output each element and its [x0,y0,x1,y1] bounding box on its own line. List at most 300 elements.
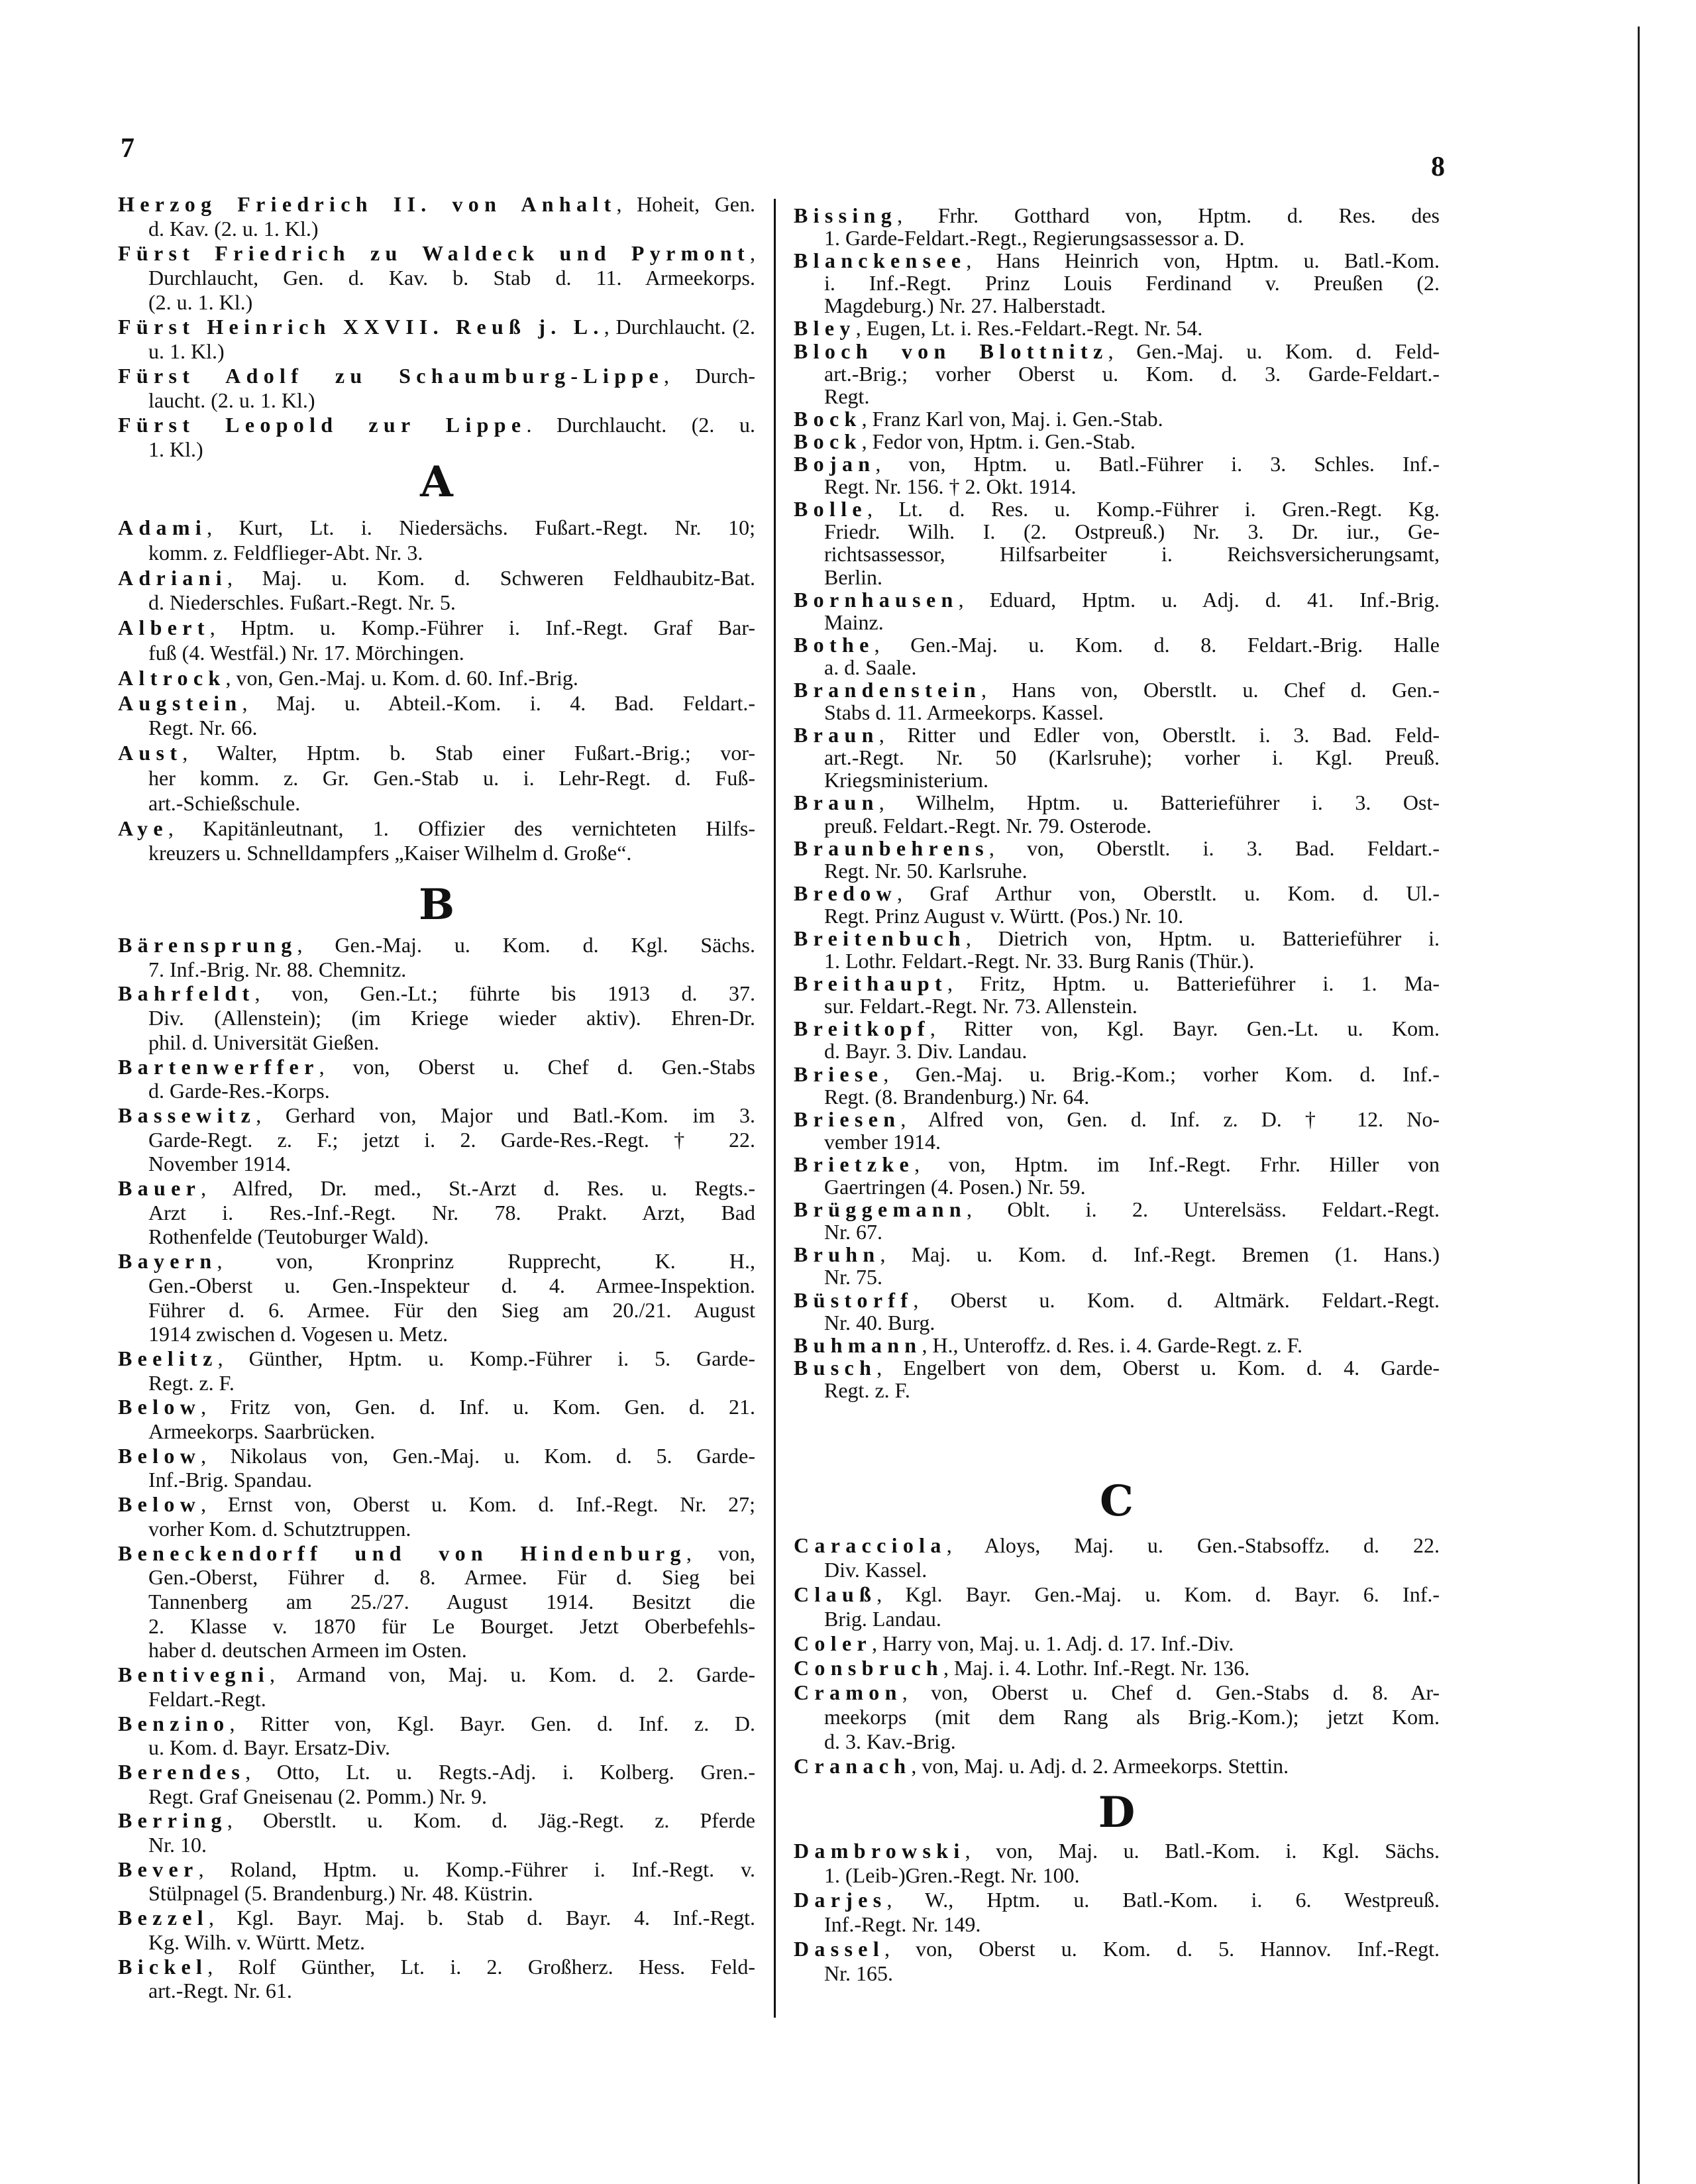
entry-name: Busch [794,1355,877,1380]
entry-line [118,1565,755,1590]
entry-line [118,1103,755,1128]
entry-name: Bojan [794,452,876,476]
entry-text: u. 1. Kl.) [148,339,225,363]
entry-text: i. Inf.-Regt. Prinz Louis Ferdinand v. Preußen (2. [824,271,1440,296]
entry-line [118,566,755,591]
entry-text: , Kgl. Bayr. Maj. b. Stab d. Bayr. 4. Inf.-Regt. [208,1906,755,1930]
entry-text: , von, Gen.-Maj. u. Kom. d. 60. Inf.-Brig. [225,665,578,690]
entry-name: Breitkopf [794,1016,930,1041]
entry-text: , Günther, Hptm. u. Komp.-Führer i. 5. Garde- [217,1346,755,1370]
entry-name: Bruhn [794,1242,880,1267]
entry-name: Briese [794,1062,884,1086]
list-item [118,516,755,566]
entry-name: Brietzke [794,1152,915,1176]
list-item [118,741,755,816]
entry-line [118,1371,755,1395]
page-edge-line [1638,27,1640,2184]
list-item [794,1888,1440,1937]
list-item [118,1712,755,1760]
entry-line [794,588,1440,611]
entry-line [118,1687,755,1712]
entry-line [118,1492,755,1517]
entry-text: d. Bayr. 3. Div. Landau. [824,1039,1028,1064]
entry-line [118,413,755,437]
entry-line [118,1735,755,1760]
list-item [794,1937,1440,1986]
entry-line [118,266,755,290]
entry-text: sur. Feldart.-Regt. Nr. 73. Allenstein. [824,994,1138,1018]
list-item [794,1198,1440,1243]
entry-line [118,1930,755,1955]
entry-line [794,1334,1440,1356]
entry-line [794,1705,1440,1729]
list-item [794,972,1440,1017]
entry-line [118,1419,755,1444]
entry-line [118,1614,755,1639]
entry-line [794,1063,1440,1085]
entry-text: , Durch- [664,364,755,388]
entry-line [118,666,755,691]
entry-name: Breitenbuch [794,926,966,950]
entry-name: Cranach [794,1754,912,1778]
entry-line [118,1638,755,1663]
entry-name: Braun [794,723,879,747]
entry-line [794,1085,1440,1108]
entry-text: , Ritter von, Kgl. Bayr. Gen.-Lt. u. Kom. [929,1016,1440,1041]
entry-line [118,1346,755,1371]
entry-line [118,616,755,641]
entry-text: Feldart.-Regt. [148,1686,266,1711]
entry-name: Altrock [118,665,226,690]
entry-line [794,724,1440,746]
entry-line [118,1128,755,1152]
entry-text: d. Niederschles. Fußart.-Regt. Nr. 5. [148,590,456,615]
entry-name: Bauer [118,1176,201,1201]
entry-line [118,1249,755,1274]
list-item [794,408,1440,430]
entry-name: Below [118,1443,201,1468]
entry-text: Regt. [824,384,870,408]
entry-name: Fürst Leopold zur Lippe [118,413,527,437]
entry-line [794,1558,1440,1582]
entry-text: , Armand von, Maj. u. Kom. d. 2. Garde- [269,1663,755,1687]
entry-text: , Franz Karl von, Maj. i. Gen.-Stab. [861,406,1163,431]
entry-line [118,1663,755,1687]
entry-text: , Kapitänleutnant, 1. Offizier des vernichteten Hilfs- [168,816,755,840]
entry-name: Dassel [794,1937,885,1961]
entry-line [794,1130,1440,1153]
entry-line [118,1225,755,1249]
entry-line [794,430,1440,453]
entry-line [794,249,1440,272]
entry-name: Blanckensee [794,248,967,273]
entry-name: Brandenstein [794,677,981,702]
entry-line [118,841,755,866]
entry-name: Adriani [118,565,227,590]
entry-line [794,294,1440,317]
entry-line [794,1888,1440,1912]
entry-line [794,498,1440,520]
entry-line [794,950,1440,972]
entry-text: Nr. 75. [824,1265,882,1289]
entry-text: richtsassessor, Hilfsarbeiter i. Reichsversicherungsamt, [824,542,1440,567]
entry-line [794,408,1440,430]
list-item [794,430,1440,453]
entry-text: Magdeburg.) Nr. 27. Halberstadt. [824,294,1106,318]
list-item [794,498,1440,588]
entry-line [118,1517,755,1541]
entry-text: Friedr. Wilh. I. (2. Ostpreuß.) Nr. 3. Dr. iur., Ge- [824,519,1440,544]
entry-name: Bezzel [118,1906,209,1930]
list-item [794,1533,1440,1582]
entry-line [794,1017,1440,1040]
section-c [794,1533,1440,1778]
entry-text: , Fedor von, Hptm. i. Gen.-Stab. [861,429,1136,453]
entry-line [794,611,1440,633]
entry-text: , Walter, Hptm. b. Stab einer Fußart.-Brig.; vor- [182,741,755,765]
list-item [118,241,755,315]
entry-line [794,1356,1440,1379]
entry-text: , W., Hptm. u. Batl.-Kom. i. 6. Westpreuß. [886,1888,1440,1912]
entry-line [118,1906,755,1930]
entry-name: Fürst Friedrich zu Waldeck und Pyrmont [118,241,750,265]
entry-line [794,1153,1440,1175]
entry-line [794,995,1440,1017]
entry-text: Regt. z. F. [148,1370,235,1395]
entry-line [794,1311,1440,1334]
entry-text: November 1914. [148,1152,292,1176]
entry-text: , Durchlaucht. (2. [604,315,756,339]
entry-line [118,590,755,616]
entry-name: Breithaupt [794,971,947,996]
entry-text: , Fritz von, Gen. d. Inf. u. Kom. Gen. d. 21. [201,1395,755,1419]
entry-line [794,227,1440,249]
section-b-continued [794,204,1440,1401]
entry-text: , Dietrich von, Hptm. u. Batterieführer i. [965,926,1440,950]
entry-line [118,541,755,566]
entry-name: Büstorff [794,1287,914,1312]
entry-text: , von, Gen.-Lt.; führte bis 1913 d. 37. [254,981,755,1006]
entry-line [794,1729,1440,1754]
entry-line [794,272,1440,294]
entry-text: Div. Kassel. [824,1558,928,1582]
list-item [794,837,1440,882]
list-item [794,1631,1440,1656]
entry-text: Kg. Wilh. v. Württ. Metz. [148,1930,365,1954]
entry-name: Bassewitz [118,1103,256,1127]
entry-name: Bartenwerffer [118,1054,319,1079]
entry-text: , Kurt, Lt. i. Niedersächs. Fußart.-Regt. Nr. 10; [207,516,755,539]
list-item [118,616,755,666]
entry-text: , Oberst u. Kom. d. Altmärk. Feldart.-Regt. [913,1287,1440,1312]
entry-text: Regt. (8. Brandenburg.) Nr. 64. [824,1084,1090,1109]
entry-line [118,1274,755,1298]
entry-line [794,1839,1440,1863]
entry-name: Aust [118,741,183,765]
entry-line [118,1590,755,1614]
list-item [118,1663,755,1711]
entry-line [794,1656,1440,1680]
entry-line [118,290,755,315]
entry-line [794,475,1440,498]
entry-line [794,362,1440,385]
list-item [118,1492,755,1541]
entry-name: Adami [118,516,207,539]
entry-text: Gaertringen (4. Posen.) Nr. 59. [824,1175,1086,1199]
entry-name: Bothe [794,632,874,657]
entry-text: Kriegsministerium. [824,768,988,792]
entry-text: art.-Regt. Nr. 61. [148,1979,292,2003]
entry-text: , Gen.-Maj. u. Kom. d. 8. Feldart.-Brig. Halle [874,632,1440,657]
list-item [794,791,1440,836]
entry-text: Tannenberg am 25./27. August 1914. Besitzt die [148,1589,755,1613]
entry-line [794,791,1440,814]
list-item [794,633,1440,679]
entry-text: Armeekorps. Saarbrücken. [148,1419,376,1444]
entry-line [118,1760,755,1784]
list-item [794,1017,1440,1062]
list-item [118,1249,755,1346]
entry-text: Stülpnagel (5. Brandenburg.) Nr. 48. Küstrin. [148,1881,533,1906]
entry-line [794,543,1440,565]
entry-text: Regt. Prinz August v. Württ. (Pos.) Nr. 10. [824,903,1184,928]
entry-line [794,1198,1440,1221]
list-item [794,588,1440,633]
entry-name: Buhmann [794,1333,922,1357]
list-item [118,816,755,867]
entry-name: Herzog Friedrich II. von Anhalt [118,192,617,216]
entry-name: Bredow [794,881,897,905]
entry-line [118,1712,755,1736]
entry-text: , Eugen, Lt. i. Res.-Feldart.-Regt. Nr. 54. [855,316,1203,341]
entry-text: Rothenfelde (Teutoburger Wald). [148,1225,429,1249]
entry-text: , von, Oberstlt. i. 3. Bad. Feldart.- [988,836,1440,860]
entry-text: Inf.-Regt. Nr. 149. [824,1912,981,1936]
entry-name: Berendes [118,1759,246,1784]
entry-line [118,315,755,339]
entry-text: , Maj. u. Kom. d. Schweren Feldhaubitz-Bat. [227,565,755,590]
entry-text: , von, Maj. u. Adj. d. 2. Armeekorps. Stettin. [911,1754,1289,1778]
list-item [794,1356,1440,1401]
list-item [794,882,1440,927]
entry-name: Dambrowski [794,1839,965,1863]
entry-name: Below [118,1395,201,1419]
entry-name: Albert [118,616,210,640]
list-item [118,1055,755,1103]
entry-text: , Nikolaus von, Gen.-Maj. u. Kom. d. 5. Garde- [201,1443,755,1468]
column-divider [774,199,776,2018]
entry-text: haber d. deutschen Armeen im Osten. [148,1638,467,1663]
entry-name: Bley [794,316,856,341]
entry-line [794,656,1440,679]
entry-text: , Rolf Günther, Lt. i. 2. Großherz. Hess. Feld- [207,1954,755,1979]
entry-text: laucht. (2. u. 1. Kl.) [148,388,315,412]
entry-line [118,1055,755,1079]
entry-text: Gen.-Oberst u. Gen.-Inspekteur d. 4. Armee-Inspektion. [148,1273,755,1297]
entry-text: , Alfred, Dr. med., St.-Arzt d. Res. u. Regts.- [201,1176,755,1201]
entry-text: , von, Oberst u. Chef d. Gen.-Stabs [319,1054,755,1079]
entry-line [118,1784,755,1809]
list-item [794,1839,1440,1888]
entry-line [794,1533,1440,1558]
list-item [118,1176,755,1249]
entry-line [794,1863,1440,1888]
entry-text: , [750,241,755,265]
entry-line [794,814,1440,837]
entry-text: 1914 zwischen d. Vogesen u. Metz. [148,1322,449,1346]
entry-line [794,1961,1440,1986]
entry-text: , von, Oberst u. Kom. d. 5. Hannov. Inf.-Regt. [884,1937,1440,1961]
entry-text: Berlin. [824,565,882,589]
entry-text: , Ernst von, Oberst u. Kom. d. Inf.-Regt. Nr. 27; [201,1492,755,1517]
entry-line [794,1040,1440,1062]
entry-name: Bock [794,406,862,431]
entry-text: phil. d. Universität Gießen. [148,1030,380,1054]
list-item [118,1857,755,1906]
entry-line [794,927,1440,950]
entry-name: Aye [118,816,168,840]
entry-name: Fürst Heinrich XXVII. Reuß j. L. [118,315,604,339]
entry-line [118,1444,755,1468]
entry-text: , Aloys, Maj. u. Gen.-Stabsoffz. d. 22. [946,1533,1440,1557]
entry-name: Bickel [118,1954,208,1979]
entry-line [118,741,755,766]
entry-name: Bissing [794,203,898,227]
entry-line [118,1298,755,1323]
entry-line [118,339,755,364]
entry-text: , Hans Heinrich von, Hptm. u. Batl.-Kom. [966,248,1440,273]
list-item [118,1444,755,1492]
entry-text: vorher Kom. d. Schutztruppen. [148,1516,411,1541]
entry-line [794,1108,1440,1130]
entry-line [118,241,755,266]
entry-line [794,1582,1440,1607]
entry-line [794,1680,1440,1705]
section-top [118,192,755,462]
entry-line [794,1937,1440,1961]
entry-line [118,1152,755,1176]
list-item [794,1334,1440,1356]
entry-name: Caracciola [794,1533,947,1557]
entry-text: , Hoheit, Gen. [616,192,756,216]
entry-text: , Oblt. i. 2. Unterelsäss. Feldart.-Regt. [967,1197,1440,1222]
list-item [794,1063,1440,1108]
entry-line [118,1395,755,1419]
entry-text: , Maj. i. 4. Lothr. Inf.-Regt. Nr. 136. [943,1656,1250,1680]
list-item [794,1582,1440,1631]
entry-text: , Oberstlt. u. Kom. d. Jäg.-Regt. z. Pferde [227,1808,755,1833]
entry-text: d. Garde-Res.-Korps. [148,1079,330,1103]
section-heading-c: C [1100,1476,1134,1526]
entry-line [118,933,755,957]
entry-line [794,453,1440,475]
right-column [794,0,1440,2184]
entry-line [118,1079,755,1103]
page-number-left: 7 [121,133,134,164]
list-item [118,1541,755,1663]
entry-text: Arzt i. Res.-Inf.-Regt. Nr. 78. Prakt. Arzt, Bad [148,1200,755,1225]
entry-text: d. Kav. (2. u. 1. Kl.) [148,217,319,241]
entry-text: u. Kom. d. Bayr. Ersatz-Div. [148,1735,390,1760]
entry-text: Regt. z. F. [824,1378,910,1402]
list-item [118,1955,755,2003]
entry-line [794,769,1440,791]
entry-line [118,1176,755,1201]
list-item [794,724,1440,791]
entry-name: Bever [118,1857,199,1881]
entry-text: , Maj. u. Abteil.-Kom. i. 4. Bad. Feldart.- [242,690,755,715]
entry-text: Stabs d. 11. Armeekorps. Kassel. [824,700,1104,725]
entry-line [794,1912,1440,1937]
entry-name: Brüggemann [794,1197,967,1222]
entry-text: , von, Hptm. im Inf.-Regt. Frhr. Hiller von [914,1152,1440,1176]
entry-name: Beneckendorff und von Hindenburg [118,1541,686,1565]
list-item [794,1680,1440,1754]
entry-text: , Gerhard von, Major und Batl.-Kom. im 3. [256,1103,755,1127]
entry-text: , von, Oberst u. Chef d. Gen.-Stabs d. 8. Ar- [902,1680,1440,1704]
list-item [118,413,755,462]
entry-text: Führer d. 6. Armee. Für den Sieg am 20./21. August [148,1297,755,1322]
entry-text: , Gen.-Maj. u. Brig.-Kom.; vorher Kom. d. Inf.- [883,1062,1440,1086]
entry-text: , Roland, Hptm. u. Komp.-Führer i. Inf.-Regt. v. [198,1857,755,1881]
entry-text: a. d. Saale. [824,655,917,679]
entry-line [794,972,1440,995]
entry-line [118,816,755,842]
entry-text: , Gen.-Maj. u. Kom. d. Feld- [1108,339,1440,363]
list-item [794,453,1440,498]
entry-line [118,791,755,816]
entry-text: Regt. Nr. 156. † 2. Okt. 1914. [824,474,1077,499]
list-item [118,981,755,1054]
list-item [118,192,755,241]
entry-line [118,1468,755,1492]
entry-line [794,701,1440,724]
entry-name: Beelitz [118,1346,218,1370]
list-item [118,933,755,981]
entry-name: Bahrfeldt [118,981,255,1006]
entry-line [794,859,1440,882]
entry-line [118,1857,755,1882]
entry-text: 1. (Leib-)Gren.-Regt. Nr. 100. [824,1863,1080,1887]
entry-text: 7. Inf.-Brig. Nr. 88. Chemnitz. [148,957,407,981]
entry-text: preuß. Feldart.-Regt. Nr. 79. Osterode. [824,813,1152,838]
entry-text: 1. Lothr. Feldart.-Regt. Nr. 33. Burg Ranis (Thür.). [824,949,1255,973]
entry-text: , Alfred von, Gen. d. Inf. z. D. † 12. No- [900,1107,1440,1131]
entry-text: , Hans von, Oberstlt. u. Chef d. Gen.- [980,677,1440,702]
entry-text: meekorps (mit dem Rang als Brig.-Kom.); jetzt Kom. [824,1705,1440,1729]
entry-line [794,317,1440,339]
entry-line [794,837,1440,859]
entry-text: Mainz. [824,610,884,634]
entry-name: Braunbehrens [794,836,989,860]
entry-text: Brig. Landau. [824,1607,941,1631]
entry-text: Durchlaucht, Gen. d. Kav. b. Stab d. 11. Armeekorps. [148,266,755,290]
entry-text: d. 3. Kav.-Brig. [824,1729,956,1753]
entry-name: Clauß [794,1582,877,1606]
entry-text: Nr. 10. [148,1833,207,1857]
list-item [118,1103,755,1176]
entry-text: 1. Kl.) [148,437,203,461]
entry-line [794,1631,1440,1656]
entry-text: , von, Hptm. u. Batl.-Führer i. 3. Schles. Inf.- [875,452,1440,476]
entry-text: , Graf Arthur von, Oberstlt. u. Kom. d. Ul.- [897,881,1440,905]
list-item [794,249,1440,317]
entry-text: her komm. z. Gr. Gen.-Stab u. i. Lehr-Regt. d. Fuß- [148,765,755,790]
entry-text: , Ritter und Edler von, Oberstlt. i. 3. Bad. Feld- [878,723,1440,747]
entry-line [118,388,755,413]
entry-line [794,1379,1440,1401]
entry-line [794,1266,1440,1288]
